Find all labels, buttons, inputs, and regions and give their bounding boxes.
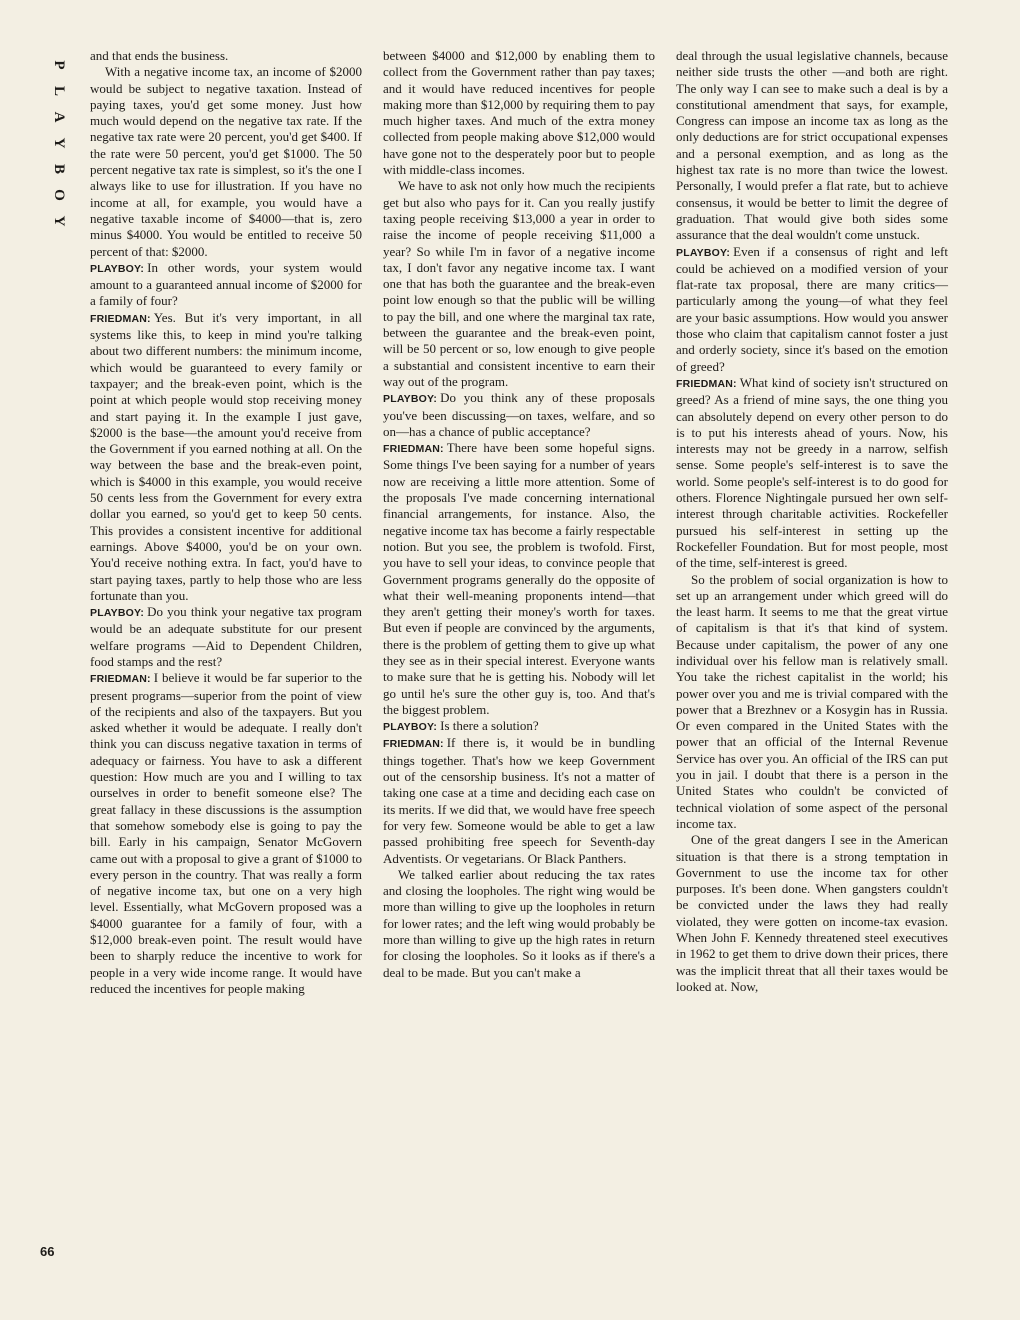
interview-exchange <box>90 604 362 670</box>
interview-exchange <box>676 375 948 572</box>
paragraph-text: Do you think your negative tax program would be an adequate substitute for our present welfare programs —Aid to Dependent Children, food stamps and the rest? <box>90 604 362 669</box>
interview-exchange <box>90 260 362 310</box>
body-paragraph: With a negative income tax, an income of $2000 would be subject to negative taxation. Instead of paying taxes, you'd get some money. Just how much would depend on the negative tax rate. If the negative tax rate were 20 percent, you'd get $400. If the rate were 50 percent, you'd get $1000. The 50 percent negative tax rate is simplest, so it's the one I always like to use for illustration. If you have no income at all, for example, you would have a negative taxable income of $4000—that is, zero minus $4000. You would be entitled to receive 50 percent of that: $2000. <box>90 64 362 259</box>
paragraph-text: Yes. But it's very important, in all systems like this, to keep in mind you're talking about two different numbers: the minimum income, which would be guaranteed to every family or taxpayer; and the break-even point, which is the point at which people would stop receiving money and start paying it. In the example I just gave, $2000 is the base—the amount you'd receive from the Government if you earned nothing at all. On the way between the base and the break-even point, which is $4000 in this example, you would receive 50 cents less from the Government for every extra dollar you earned, so you'd get to keep 50 cents. This provides a consistent incentive for additional earnings. Above $4000, you'd be on your own. You'd receive nothing extra. In fact, you'd have to start paying taxes, partly to help those who are less fortunate than you. <box>90 309 362 603</box>
brand-letter: Y <box>51 137 67 149</box>
body-paragraph: One of the great dangers I see in the American situation is that there is a strong temptation in Government to use the income tax for other purposes. It's been done. When gangsters couldn't be convicted under the laws they had really violated, they were gotten on income-tax evasion. When John F. Kennedy threatened steel executives in 1962 to get them to drive down their prices, there was the implicit threat that all their taxes would be looked at. Now, <box>676 832 948 994</box>
brand-letter: B <box>51 163 67 174</box>
text-column-1 <box>90 48 362 997</box>
brand-letter: Y <box>51 215 67 227</box>
text-column-2 <box>383 48 655 981</box>
paragraph-text: I believe it would be far superior to the present programs—superior from the point of view of the recipients and also of the taxpayers. But you asked whether it would be adequate. I really don't think you can discuss negative taxation in terms of adequacy or fairness. You have to ask a different question: How much are you and I willing to tax ourselves in order to benefit someone else? The great fallacy in these discussions is the assumption that somehow somebody else is going to pay the bill. Early in his campaign, Senator McGovern came out with a proposal to give a grant of $1000 to every person in the country. That was really a form of negative income tax, but one on a very high level. Essentially, what McGovern proposed was a $4000 guarantee for a family of four, with a $12,000 break-even point. The result would have been to sharply reduce the incentive to work for people in a very wide income range. It would have reduced the incentives for people making <box>90 670 362 996</box>
paragraph-text: What kind of society isn't structured on greed? As a friend of mine says, the one thing you can absolutely depend on every other person to do is to put his interests ahead of yours. Now, his interests may not be greedy in a narrow, selfish sense. Some people's self-interest is to save the world. Some people's self-interest is to do good for others. Florence Nightingale pursued her own self-interest through charitable activities. Rockefeller pursued his self-interest in setting up the Rockefeller Foundation. But for most people, most of the time, self-interest is greed. <box>676 374 948 571</box>
brand-letter: A <box>51 111 67 123</box>
text-column-3 <box>676 48 948 995</box>
brand-letter: P <box>51 60 67 70</box>
paragraph-text: Even if a consensus of right and left could be achieved on a modified version of your flat-rate tax proposal, there are many critics—particularly among the young—of what they feel are your basic assumptions. How would you answer those who claim that capitalism cannot foster a just and orderly society, since it's based on the emotion of greed? <box>676 243 948 374</box>
brand-letter: L <box>51 85 67 96</box>
interview-exchange <box>383 390 655 440</box>
body-paragraph: We talked earlier about reducing the tax rates and closing the loopholes. The right wing would be more than willing to give up the loopholes in return for lower rates; and the left wing would probably be more than willing to give up the high rates in return for closing the loopholes. So it looks as if there's a deal to be made. But you can't make a <box>383 866 655 980</box>
speaker-label: FRIEDMAN: <box>90 673 151 686</box>
interview-exchange <box>90 310 362 604</box>
speaker-label: FRIEDMAN: <box>383 443 444 456</box>
body-paragraph: We have to ask not only how much the recipients get but also who pays for it. Can you really justify taxing people receiving $13,000 a year in order to raise the income of people receiving $11,000 a year? So while I'm in favor of a negative income tax, I don't favor any negative income tax. I want one that has both the guarantee and the break-even point low enough so that the public will be willing to pay the bill, and one where the marginal tax rate, between the guarantee and the break-even point, will be 50 percent or so, low enough to give people a substantial and consistent incentive to earn their way out of the program. <box>383 178 655 389</box>
interview-exchange <box>383 735 655 866</box>
brand-letter: O <box>51 189 67 201</box>
speaker-label: PLAYBOY: <box>383 393 438 406</box>
speaker-label: PLAYBOY: <box>90 262 145 275</box>
body-paragraph: and that ends the business. <box>90 48 229 63</box>
magazine-name-vertical <box>50 52 68 234</box>
speaker-label: FRIEDMAN: <box>383 738 444 751</box>
paragraph-text: In other words, your system would amount to a guaranteed annual income of $2000 for a family of four? <box>90 259 362 309</box>
paragraph-text: Do you think any of these proposals you've been discussing—on taxes, welfare, and so on—has a chance of public acceptance? <box>383 390 655 439</box>
body-paragraph: between $4000 and $12,000 by enabling them to collect from the Government rather than pay taxes; and it would have reduced incentives for people making more than $12,000 by requiring them to pay much higher taxes. And much of the extra money collected from people making above $12,000 would have gone not to the desperately poor but to people with middle-class incomes. <box>383 48 655 178</box>
interview-exchange <box>90 670 362 997</box>
paragraph-text: If there is, it would be in bundling things together. That's how we keep Government out of the censorship business. It's not a matter of taking one case at a time and deciding each case on its merits. If we did that, we would have free speech for very few. Someone would be able to get a law passed prohibiting free speech for Seventh-day Adventists. Or vegetarians. Or Black Panthers. <box>383 735 655 866</box>
paragraph-text: Is there a solution? <box>440 718 539 734</box>
paragraph-text: There have been some hopeful signs. Some things I've been saying for a number of years now are receiving a little more attention. Some of the proposals I've made concerning international financial arrangements, for instance. Also, the negative income tax has become a fairly respectable notion. But you see, the problem is twofold. First, you have to sell your ideas, to convince people that Government programs generally do the opposite of what their well-meaning proponents intend—that they aren't getting their money's worth for taxes. But even if people are convinced by the arguments, there is the problem of getting them to give up what they see as in their special interest. Everyone wants to make sure that he is getting his. Nobody will let go until he's sure the other guy is, too. And that's the biggest problem. <box>383 440 655 717</box>
page-number: 66 <box>40 1244 55 1259</box>
body-paragraph: So the problem of social organization is how to set up an arrangement under which greed will do the least harm. It seems to me that the great virtue of capitalism is that it's that kind of system. Because under capitalism, the power of any one individual over his fellow man is relatively small. You take the richest capitalist in the world; his power over you and me is trivial compared with the power that a Brezhnev or a Kosygin has in Russia. Or even compared in the United States with the power that an official of the Internal Revenue Service has over you. An official of the IRS can put you in jail. I doubt that there is a person in the United States who couldn't be convicted of technical violation of some aspect of the personal income tax. <box>676 571 948 831</box>
speaker-label: PLAYBOY: <box>676 246 731 259</box>
speaker-label: PLAYBOY: <box>90 607 145 620</box>
interview-exchange <box>383 440 655 718</box>
interview-exchange <box>383 718 655 735</box>
speaker-label: PLAYBOY: <box>383 721 438 734</box>
speaker-label: FRIEDMAN: <box>90 312 151 325</box>
interview-exchange <box>676 244 948 375</box>
speaker-label: FRIEDMAN: <box>676 377 737 390</box>
body-paragraph: deal through the usual legislative channels, because neither side trusts the other —and both are right. The only way I can see to make such a deal is by a constitutional amendment that says, for example, Congress can impose an income tax as long as the only deductions are for strict occupational expenses and a personal exemption, and as long as the highest tax rate is no more than twice the lowest. Personally, I would prefer a flat rate, but to achieve consensus, it would be better to limit the degree of graduation. That would give both sides some assurance that the deal wouldn't come unstuck. <box>676 48 948 243</box>
